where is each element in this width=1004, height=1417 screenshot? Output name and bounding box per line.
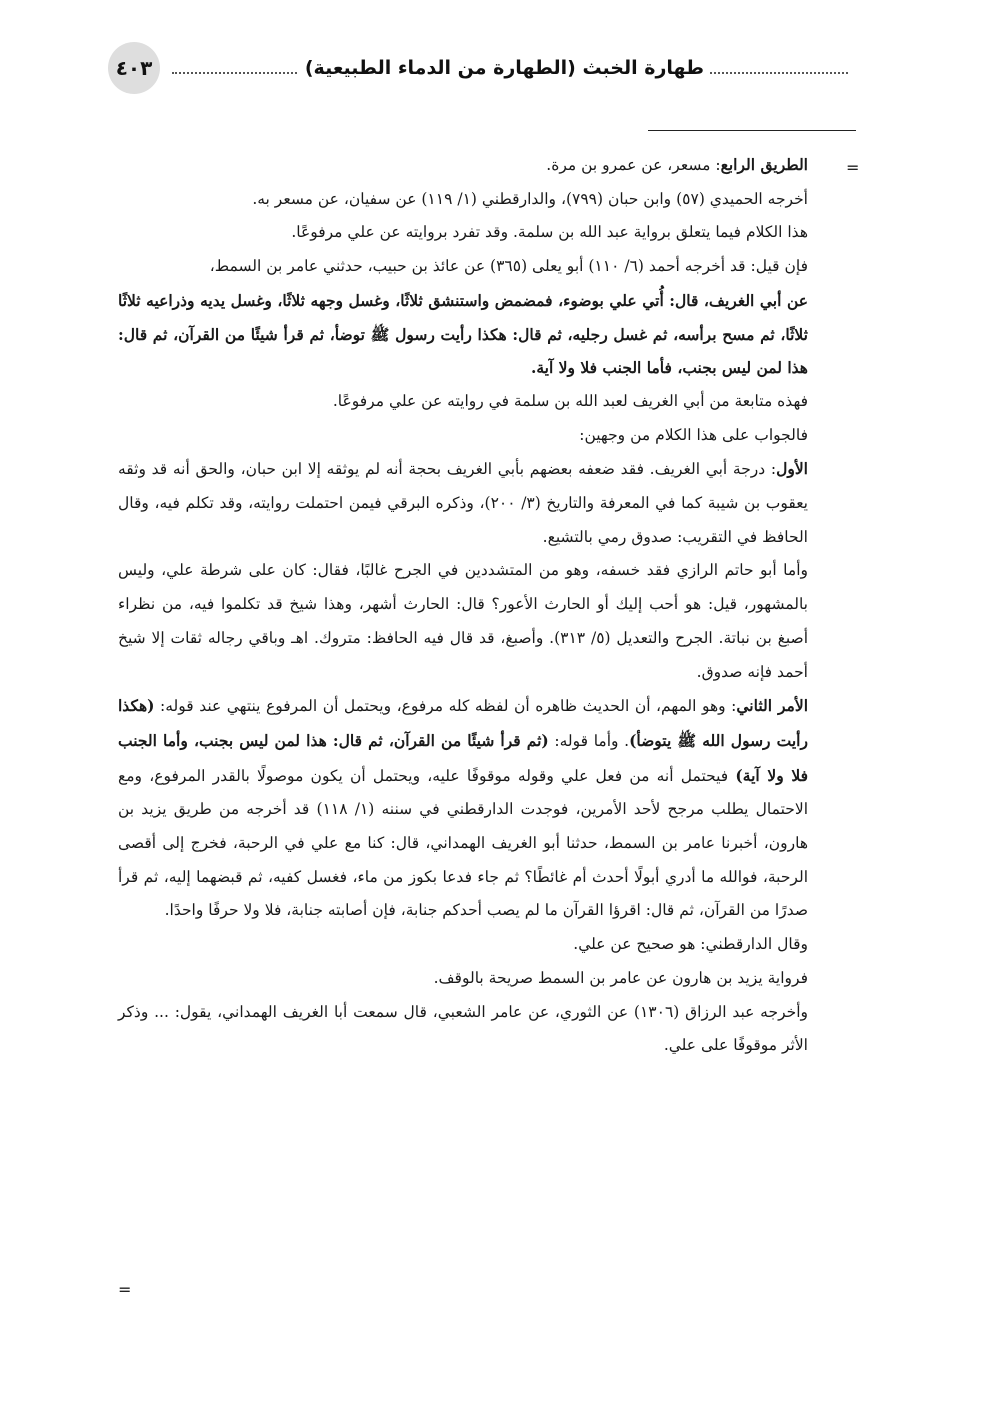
paragraph: وأخرجه عبد الرزاق (١٣٠٦) عن الثوري، عن عامر الشعبي، قال سمعت أبا الغريف الهمداني، يقول: ... وذكر الأثر موقوفًا على علي.	[118, 1002, 808, 1055]
paragraph-text: فيحتمل أنه من فعل علي وقوله موقوفًا عليه، ويحتمل أن يكون موصولًا بالقدر المرفوع، ومع الاحتمال يطلب مرجح لأحد الأمرين، فوجدت الدارقطني في سننه (١/ ١١٨) قد أخرجه من طريق يزيد بن هارون، أخبرنا عامر بن السمط، حدثنا أبو الغريف الهمداني، قال: كنا مع علي في الرحبة، فخرج إلى أقصى الرحبة، فوالله ما أدري أبولًا أحدث أم غائطًا؟ ثم جاء فدعا بكوز من ماء، فغسل كفيه، ثم قبضهما إليه، ثم قرأ صدرًا من القرآن، ثم قال: اقرؤا القرآن ما لم يصب أحدكم جنابة، فإن أصابته جنابة، فلا ولا حرفًا واحدًا.	[118, 766, 808, 920]
paragraph: وأما أبو حاتم الرازي فقد خسفه، وهو من المتشددين في الجرح غالبًا، فقال: كان على شرطة علي، وليس بالمشهور، قيل: هو أحب إليك أو الحارث الأعور؟ قال: الحارث أشهر، وهذا شيخ قد تكلموا فيه، من نظراء أصبغ بن نباتة. الجرح والتعديل (٥/ ٣١٣). وأصبغ، قد قال فيه الحافظ: متروك. اهـ وباقي رجاله ثقات إلا شيخ أحمد فإنه صدوق.	[118, 561, 809, 681]
paragraph: فرواية يزيد بن هارون عن عامر بن السمط صريحة بالوقف.	[433, 968, 808, 987]
continuation-mark-top: =	[846, 158, 860, 177]
paragraph-text: : مسعر، عن عمرو بن مرة.	[546, 156, 721, 174]
paragraph-label: الطريق الرابع	[720, 155, 808, 174]
paragraph: وقال الدارقطني: هو صحيح عن علي.	[573, 935, 808, 954]
paragraph-text: : وهو المهم، أن الحديث ظاهره أن لفظه كله مرفوع، ويحتمل أن المرفوع ينتهي عند قوله:	[154, 697, 737, 716]
paragraph-label: الأول	[776, 459, 808, 479]
paragraph	[118, 148, 808, 183]
paragraph	[118, 689, 808, 928]
footnote-separator	[648, 130, 856, 131]
highlighted-quote: (هكذا رأيت رسول الله ﷺ يتوضأ)	[118, 696, 808, 750]
paragraph: أخرجه الحميدي (٥٧) وابن حبان (٧٩٩)، والدارقطني (١/ ١١٩) عن سفيان، عن مسعر به.	[252, 189, 808, 208]
paragraph-label: الأمر الثاني	[736, 696, 808, 716]
paragraph: فهذه متابعة من أبي الغريف لعبد الله بن سلمة في روايته عن علي مرفوعًا.	[332, 391, 808, 410]
page-number: ٤٠٣	[115, 56, 153, 80]
highlighted-quote: (ثم قرأ شيئًا من القرآن، ثم قال: هذا لمن ليس بجنب، وأما الجنب فلا ولا آية)	[118, 730, 808, 785]
page-header	[108, 40, 848, 96]
quoted-hadith: عن أبي الغريف، قال: أُتي علي بوضوء، فمضمض واستنشق ثلاثًا، وغسل وجهه ثلاثًا، وغسل يديه وذراعيه ثلاثًا ثلاثًا، ثم مسح برأسه، ثم غسل رجليه، ثم قال: هكذا رأيت رسول ﷺ توضأ، ثم قرأ شيئًا من القرآن، ثم قال: هذا لمن ليس بجنب، فأما الجنب فلا ولا آية.	[118, 290, 808, 378]
paragraph: فإن قيل: قد أخرجه أحمد (٦/ ١١٠) أبو يعلى (٣٦٥) عن عائذ بن حبيب، حدثني عامر بن السمط،	[209, 257, 808, 276]
header-leader-dots	[172, 72, 297, 74]
paragraph: فالجواب على هذا الكلام من وجهين:	[579, 425, 808, 444]
header-leader-dots	[710, 72, 848, 74]
continuation-mark-bottom: =	[118, 1280, 132, 1299]
paragraph: هذا الكلام فيما يتعلق برواية عبد الله بن سلمة. وقد تفرد بروايته عن علي مرفوعًا.	[291, 223, 808, 242]
page-number-badge	[108, 42, 160, 94]
footnote-body	[118, 148, 808, 1063]
paragraph-text: : درجة أبي الغريف. فقد ضعفه بعضهم بأبي الغريف بحجة أنه لم يوثقه إلا ابن حبان، والحق أنه قد وثقه يعقوب بن شيبة كما في المعرفة والتاريخ (٣/ ٢٠٠)، وذكره البرقي فيمن احتملت روايته، وقد تكلم فيه، وقال الحافظ في التقريب: صدوق رمي بالتشيع.	[118, 460, 808, 546]
running-title: طهارة الخبث (الطهارة من الدماء الطبيعية)	[304, 57, 704, 79]
paragraph-text: . وأما قوله:	[548, 731, 630, 750]
paragraph	[118, 452, 808, 554]
